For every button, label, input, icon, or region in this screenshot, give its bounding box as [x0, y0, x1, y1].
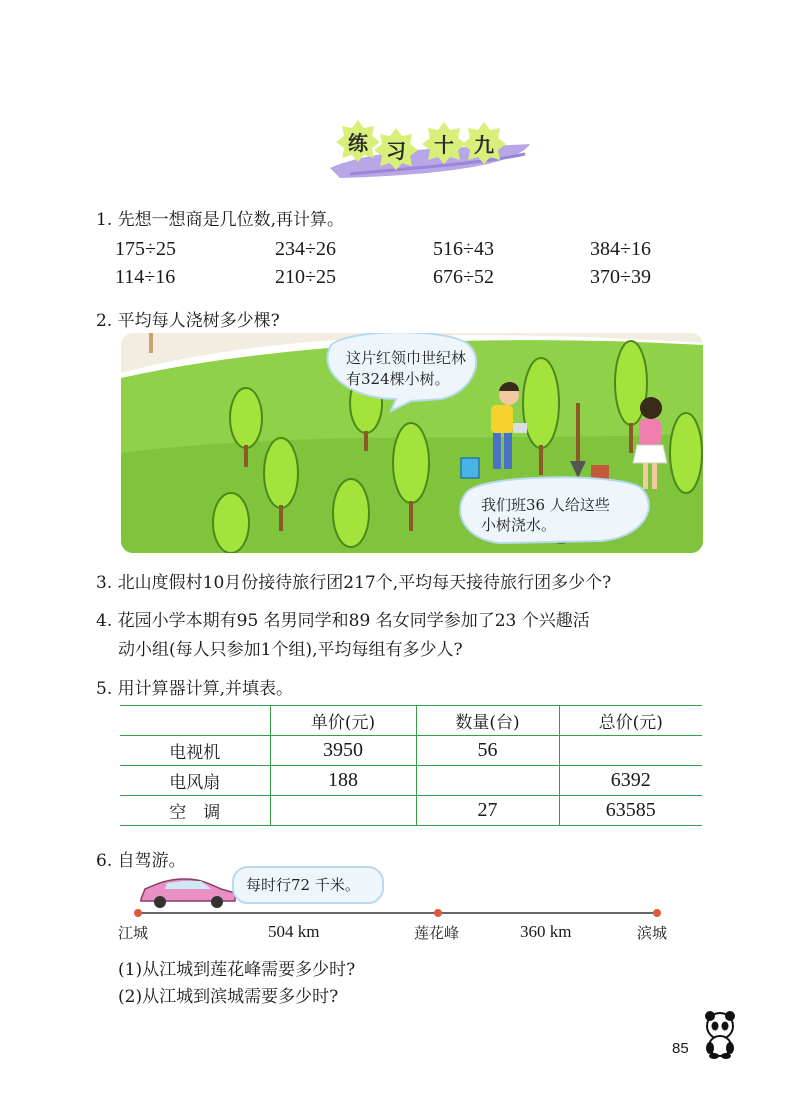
- q1-expr: 114÷16: [115, 266, 176, 288]
- place-jiangcheng: 江城: [118, 924, 149, 942]
- q6-sub1: (1)从江城到莲花峰需要多少时?: [118, 960, 356, 980]
- tree-planting-illustration: [121, 333, 703, 553]
- table-cell: 56: [416, 736, 559, 766]
- q4-line2: 动小组(每人只参加1个组),平均每组有多少人?: [118, 640, 463, 660]
- title-char-2: 习: [372, 126, 420, 172]
- place-lianhuafeng: 莲花峰: [414, 924, 460, 942]
- table-row: [120, 736, 702, 766]
- bubble-class-line1: 我们班36 人给这些: [481, 496, 610, 514]
- q2-text: 2. 平均每人浇树多少棵?: [96, 311, 280, 331]
- q1-text: 1. 先想一想商是几位数,再计算。: [96, 210, 345, 230]
- panda-icon: [700, 1010, 740, 1060]
- q1-expr: 175÷25: [115, 238, 176, 260]
- title-char-4: 九: [460, 120, 508, 166]
- q1-expr: 384÷16: [590, 238, 651, 260]
- q5-text: 5. 用计算器计算,并填表。: [96, 679, 294, 699]
- table-cell: 63585: [559, 796, 702, 826]
- bubble-forest-line2: 有324棵小树。: [346, 370, 450, 388]
- table-cell: 188: [270, 766, 416, 796]
- title-char-1: 练: [334, 118, 382, 164]
- speed-bubble-text: 每时行72 千米。: [246, 876, 360, 894]
- route-diagram: [120, 905, 680, 945]
- table-cell: 6392: [559, 766, 702, 796]
- q1-expr: 370÷39: [590, 266, 651, 288]
- q4-line1: 4. 花园小学本期有95 名男同学和89 名女同学参加了23 个兴趣活: [96, 611, 590, 631]
- distance-label: 504 km: [268, 922, 320, 941]
- q1-expr: 234÷26: [275, 238, 336, 260]
- q1-expr: 676÷52: [433, 266, 494, 288]
- q6-sub2: (2)从江城到滨城需要多少时?: [118, 987, 339, 1007]
- q3-text: 3. 北山度假村10月份接待旅行团217个,平均每天接待旅行团多少个?: [96, 573, 612, 593]
- table-header-row: [120, 706, 702, 736]
- price-table: [120, 705, 702, 826]
- table-header-cell: 总价(元): [559, 706, 702, 736]
- table-cell: [270, 796, 416, 826]
- q6-text: 6. 自驾游。: [96, 851, 186, 871]
- bubble-forest-line1: 这片红领巾世纪林: [346, 349, 467, 367]
- table-cell: 电风扇: [120, 766, 270, 796]
- table-row: [120, 796, 702, 826]
- table-cell: 电视机: [120, 736, 270, 766]
- table-row: [120, 766, 702, 796]
- q1-expr: 210÷25: [275, 266, 336, 288]
- table-header-cell: 单价(元): [270, 706, 416, 736]
- table-cell: 3950: [270, 736, 416, 766]
- distance-label: 360 km: [520, 922, 572, 941]
- table-header-cell: 数量(台): [416, 706, 559, 736]
- place-bincheng: 滨城: [637, 924, 668, 942]
- q1-expr: 516÷43: [433, 238, 494, 260]
- car-icon: [135, 873, 240, 909]
- table-cell: [559, 736, 702, 766]
- page-number: 85: [672, 1040, 689, 1057]
- bubble-class-line2: 小树浇水。: [481, 516, 557, 534]
- table-cell: [416, 766, 559, 796]
- title-char-3: 十: [420, 120, 468, 166]
- speed-bubble: [232, 866, 384, 904]
- table-header-cell: [120, 706, 270, 736]
- table-cell: 空 调: [120, 796, 270, 826]
- table-cell: 27: [416, 796, 559, 826]
